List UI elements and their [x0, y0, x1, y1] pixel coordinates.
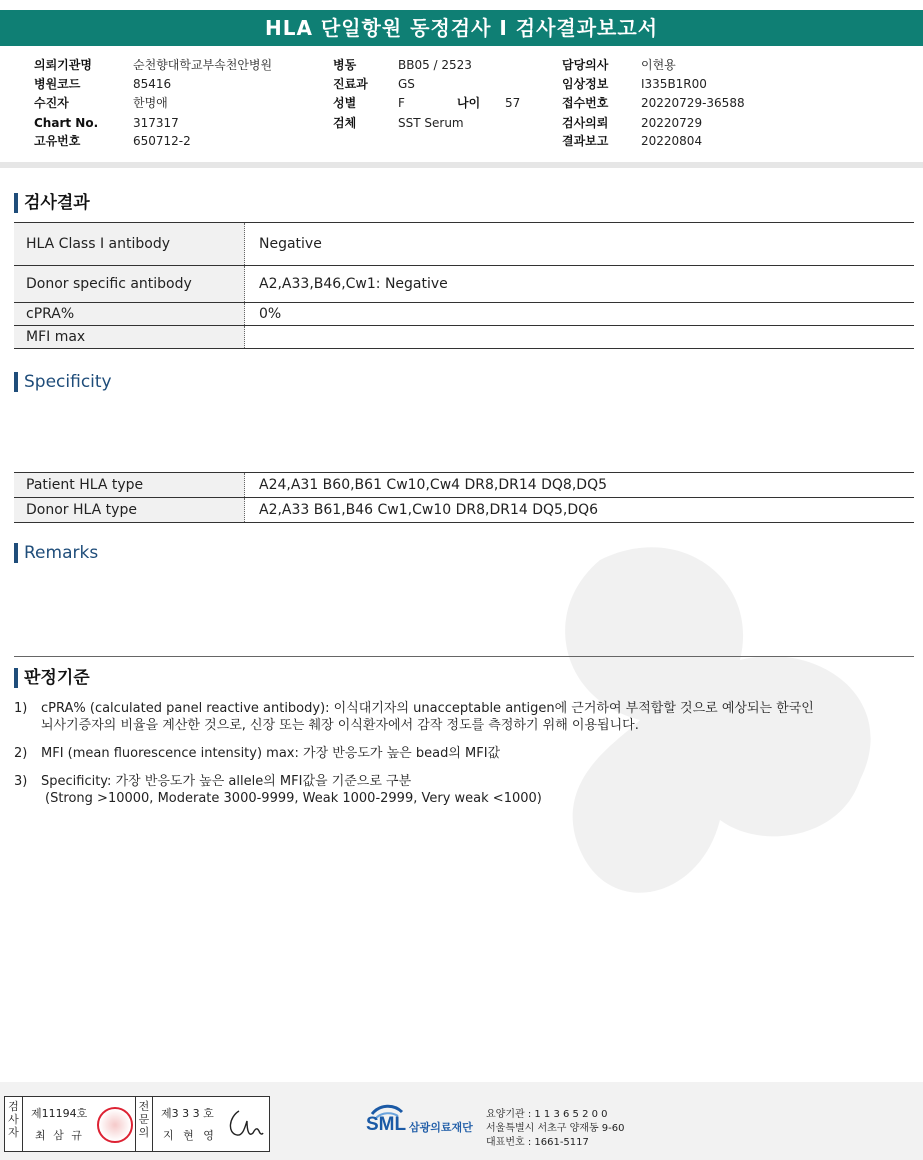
specialist-name: 지 현 영	[163, 1129, 217, 1142]
info-value: 317317	[133, 116, 179, 130]
info-value: 이현용	[641, 58, 676, 72]
report-title: HLA 단일항원 동정검사 I 검사결과보고서	[0, 10, 923, 46]
row-label: Patient HLA type	[14, 473, 245, 497]
table-row	[14, 266, 914, 303]
info-value: 순천향대학교부속천안병원	[133, 58, 273, 72]
info-label: 병원코드	[34, 77, 81, 91]
info-label: 진료과	[333, 77, 368, 91]
sml-logo	[366, 1100, 486, 1140]
info-label: 임상정보	[562, 77, 609, 91]
row-label: Donor specific antibody	[14, 266, 245, 302]
row-value	[246, 326, 914, 348]
table-row	[14, 473, 914, 498]
criteria-text: (Strong >10000, Moderate 3000-9999, Weak 1000-2999, Very weak <1000)	[45, 791, 542, 806]
criteria-section-heading: 판정기준	[14, 667, 214, 689]
institution-code: 요양기관 : 1 1 3 6 5 2 0 0	[486, 1109, 608, 1120]
criteria-item	[14, 773, 894, 809]
info-value: 한명애	[133, 96, 168, 110]
age-label: 나이	[457, 96, 481, 110]
row-value: 0%	[259, 306, 282, 322]
logo-text: SML	[366, 1114, 407, 1135]
info-label: 결과보고	[562, 134, 609, 148]
info-label: 담당의사	[562, 58, 609, 72]
info-value: F	[398, 96, 405, 110]
hla-type-table	[14, 472, 914, 523]
info-label: 의뢰기관명	[34, 58, 92, 72]
specialist-vertical-label: 전 문 의	[135, 1097, 153, 1151]
criteria-text: 뇌사기증자의 비율을 계산한 것으로, 신장 또는 췌장 이식환자에서 감작 정도를 측정하기 위해 이용됩니다.	[41, 718, 639, 733]
signature-box	[4, 1096, 270, 1152]
info-value: BB05 / 2523	[398, 58, 472, 72]
org-name: 삼광의료재단	[409, 1121, 473, 1134]
results-section-heading: 검사결과	[14, 192, 214, 214]
inspector-license: 제11194호	[31, 1107, 88, 1120]
criteria-text: cPRA% (calculated panel reactive antibody): 이식대기자의 unacceptable antigen에 근거하여 부적합할 것으로 예상되는 한국인	[41, 701, 814, 716]
criteria-number: 3)	[14, 774, 28, 789]
info-value: 85416	[133, 77, 172, 91]
info-value: 20220729-36588	[641, 96, 745, 110]
row-value: A24,A31 B60,B61 Cw10,Cw4 DR8,DR14 DQ8,DQ5	[259, 477, 607, 493]
divider	[0, 162, 923, 168]
row-label: Donor HLA type	[14, 498, 245, 522]
info-label: 검사의뢰	[562, 116, 609, 130]
row-value: A2,A33 B61,B46 Cw1,Cw10 DR8,DR14 DQ5,DQ6	[259, 502, 599, 518]
inspector-vertical-label: 검 사 자	[5, 1097, 23, 1151]
results-table	[14, 222, 914, 349]
age-value: 57	[505, 96, 521, 110]
inspector-name: 최 삼 규	[35, 1129, 84, 1142]
row-label: cPRA%	[14, 303, 245, 325]
specialist-license: 제3 3 3 호	[161, 1107, 214, 1120]
info-label: 병동	[333, 58, 357, 72]
criteria-number: 2)	[14, 746, 28, 761]
row-label: HLA Class I antibody	[14, 223, 245, 265]
info-value: I335B1R00	[641, 77, 707, 91]
divider	[14, 656, 914, 657]
info-value: SST Serum	[398, 116, 464, 130]
criteria-text: Specificity: 가장 반응도가 높은 allele의 MFI값을 기준으로 구분	[41, 774, 412, 789]
address: 서울특별시 서초구 양재동 9-60	[486, 1123, 625, 1134]
criteria-number: 1)	[14, 701, 28, 716]
criteria-item	[14, 700, 894, 736]
phone-number: 대표번호 : 1661-5117	[486, 1137, 589, 1148]
info-label: 검체	[333, 116, 357, 130]
row-label: MFI max	[14, 326, 245, 348]
specificity-section-heading: Specificity	[14, 371, 214, 393]
table-row	[14, 303, 914, 326]
signature	[225, 1107, 265, 1141]
criteria-item	[14, 745, 894, 763]
table-row	[14, 223, 914, 266]
table-row	[14, 326, 914, 349]
info-label: 접수번호	[562, 96, 609, 110]
criteria-text: MFI (mean fluorescence intensity) max: 가장 반응도가 높은 bead의 MFI값	[41, 746, 501, 761]
row-value: A2,A33,B46,Cw1: Negative	[259, 276, 448, 292]
info-value: 20220729	[641, 116, 703, 130]
remarks-section-heading: Remarks	[14, 542, 214, 564]
info-label: 성별	[333, 96, 357, 110]
info-label: 고유번호	[34, 134, 81, 148]
info-value: 20220804	[641, 134, 703, 148]
info-label: Chart No.	[34, 116, 99, 130]
info-label: 수진자	[34, 96, 69, 110]
table-row	[14, 498, 914, 523]
info-value: 650712-2	[133, 134, 191, 148]
info-value: GS	[398, 77, 415, 91]
row-value: Negative	[259, 236, 322, 252]
seal-stamp	[97, 1107, 133, 1143]
